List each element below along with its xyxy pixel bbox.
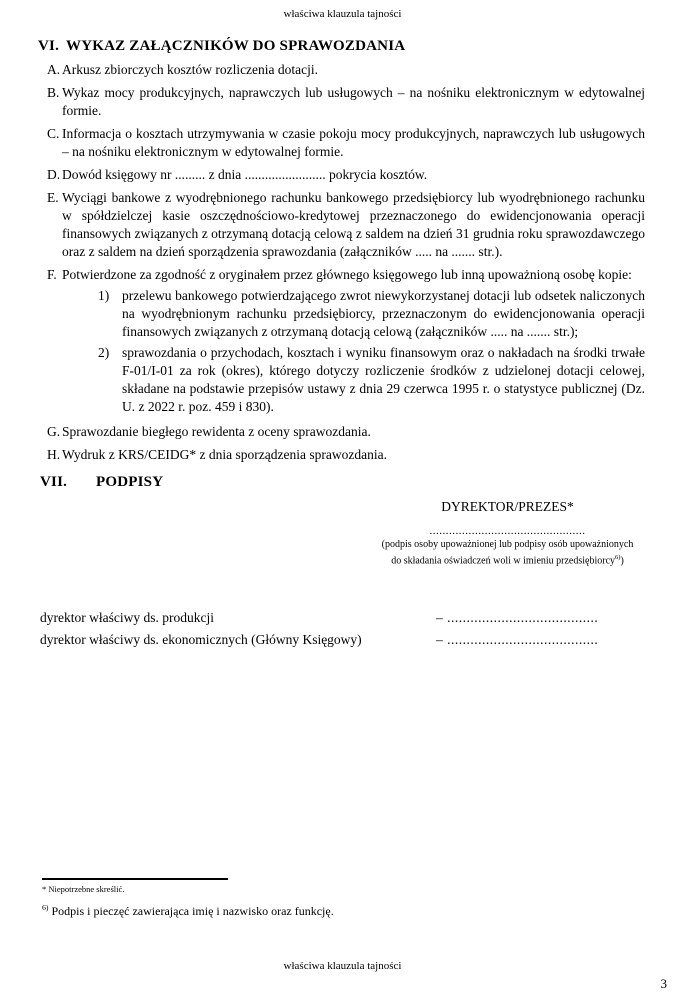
- item-f-marker: F.: [47, 267, 57, 282]
- item-f-body: [62, 266, 645, 418]
- signer-signature-line: – .......................................: [436, 632, 599, 648]
- item-c-marker: C.: [47, 126, 60, 141]
- signature-dotted-line: ................................................: [429, 525, 586, 537]
- item-d-text: Dowód księgowy nr ......... z dnia ........................ pokrycia kosztów.: [62, 167, 428, 182]
- footnote-6-marker: 6): [42, 903, 49, 912]
- subitem-2-marker: 2): [98, 345, 110, 360]
- item-e-marker: E.: [47, 190, 59, 205]
- item-h-marker: H.: [47, 447, 61, 462]
- section-vii-heading: [40, 474, 645, 491]
- footnote-6-text: Podpis i pieczęć zawierająca imię i nazwisko oraz funkcję.: [51, 904, 334, 918]
- list-item-h: [47, 446, 645, 464]
- signer-label: dyrektor właściwy ds. produkcji: [40, 610, 214, 626]
- signature-caption-line2: do składania oświadczeń woli w imieniu przedsiębiorcy: [391, 555, 616, 567]
- signer-row-economic-director: [40, 629, 645, 651]
- list-subitem-1: [98, 287, 645, 341]
- list-item-e: [47, 189, 645, 261]
- item-g-text: Sprawozdanie biegłego rewidenta z oceny sprawozdania.: [62, 424, 371, 439]
- item-d-marker: D.: [47, 167, 61, 182]
- list-item-f: [47, 266, 645, 418]
- item-f-text: Potwierdzone za zgodność z oryginałem przez głównego księgowego lub inną upoważnioną osobę kopie:: [62, 267, 632, 282]
- item-g-marker: G.: [47, 424, 61, 439]
- section-vi-heading: [38, 38, 645, 55]
- list-subitem-2: [98, 344, 645, 416]
- section-vii-title: PODPISY: [96, 474, 164, 490]
- list-item-b: [47, 84, 645, 120]
- signer-signature-line: – .......................................: [436, 610, 599, 626]
- list-item-a: [47, 61, 645, 79]
- classification-header: właściwa klauzula tajności: [283, 8, 402, 20]
- item-a-text: Arkusz zbiorczych kosztów rozliczenia dotacji.: [62, 62, 319, 77]
- signers-list: [40, 607, 645, 651]
- list-item-d: [47, 166, 645, 184]
- list-item-g: [47, 423, 645, 441]
- footnote-asterisk: * Niepotrzebne skreślić.: [42, 884, 125, 894]
- signature-block: [350, 499, 665, 567]
- signature-caption-line1: (podpis osoby upoważnionej lub podpisy osób upoważnionych: [381, 539, 634, 550]
- item-c-text: Informacja o kosztach utrzymywania w czasie pokoju mocy produkcyjnych, naprawczych lub usługowych – na nośniku elektronicznym w edytowalnej formie.: [62, 126, 645, 159]
- page-number: 3: [660, 976, 667, 991]
- footnote-separator-rule: [42, 878, 228, 880]
- footnotes-section: [42, 878, 645, 919]
- signer-row-production-director: [40, 607, 645, 629]
- section-vi-title: WYKAZ ZAŁĄCZNIKÓW DO SPRAWOZDANIA: [66, 38, 406, 54]
- item-b-text: Wykaz mocy produkcyjnych, naprawczych lub usługowych – na nośniku elektronicznym w edytowalnej formie.: [62, 85, 645, 118]
- document-content: [0, 38, 685, 651]
- subitem-1-marker: 1): [98, 288, 110, 303]
- section-vii-number: VII.: [40, 474, 68, 490]
- signature-caption-close-paren: ): [620, 555, 624, 567]
- signature-role-title: DYREKTOR/PREZES*: [441, 499, 574, 514]
- subitem-1-text: przelewu bankowego potwierdzającego zwrot niewykorzystanej dotacji lub odsetek naliczonych na wyodrębnionym rachunku przedsiębiorcy, przeznaczonym do ewidencjonowania operacji finansowych związanych z otrzymaną dotacją celową (załączników ..... na ....... str.);: [122, 288, 645, 339]
- item-h-text: Wydruk z KRS/CEIDG* z dnia sporządzenia sprawozdania.: [62, 447, 387, 462]
- signature-caption-footnote-ref: 6): [615, 554, 621, 561]
- signature-caption: [350, 538, 665, 567]
- signer-label: dyrektor właściwy ds. ekonomicznych (Główny Księgowy): [40, 632, 362, 648]
- subitem-2-text: sprawozdania o przychodach, kosztach i wyniku finansowym oraz o nakładach na środki trwałe F-01/I-01 za rok (okres), którego dotyczy rozliczenie środków z udzielonej dotacji celowej, składane na podstawie przepisów ustawy z dnia 29 czerwca 1995 r. o statystyce publicznej (Dz. U. z 2022 r. poz. 459 i 830).: [122, 345, 645, 414]
- section-vi-number: VI.: [38, 38, 60, 54]
- list-item-c: [47, 125, 645, 161]
- item-e-text: Wyciągi bankowe z wyodrębnionego rachunku bankowego przedsiębiorcy lub wyodrębnionego rachunku w spółdzielczej kasie oszczędnościowo-kredytowej przeznaczonego do ewidencjonowania operacji finansowych związanych z otrzymaną dotacją celową z saldem na dzień 31 grudnia roku sprawozdawczego oraz z saldem na dzień sporządzenia sprawozdania (załączników ..... na ....... str.).: [62, 190, 645, 259]
- footnote-6: [42, 903, 645, 919]
- classification-footer: właściwa klauzula tajności: [283, 960, 402, 972]
- item-b-marker: B.: [47, 85, 60, 100]
- item-a-marker: A.: [47, 62, 61, 77]
